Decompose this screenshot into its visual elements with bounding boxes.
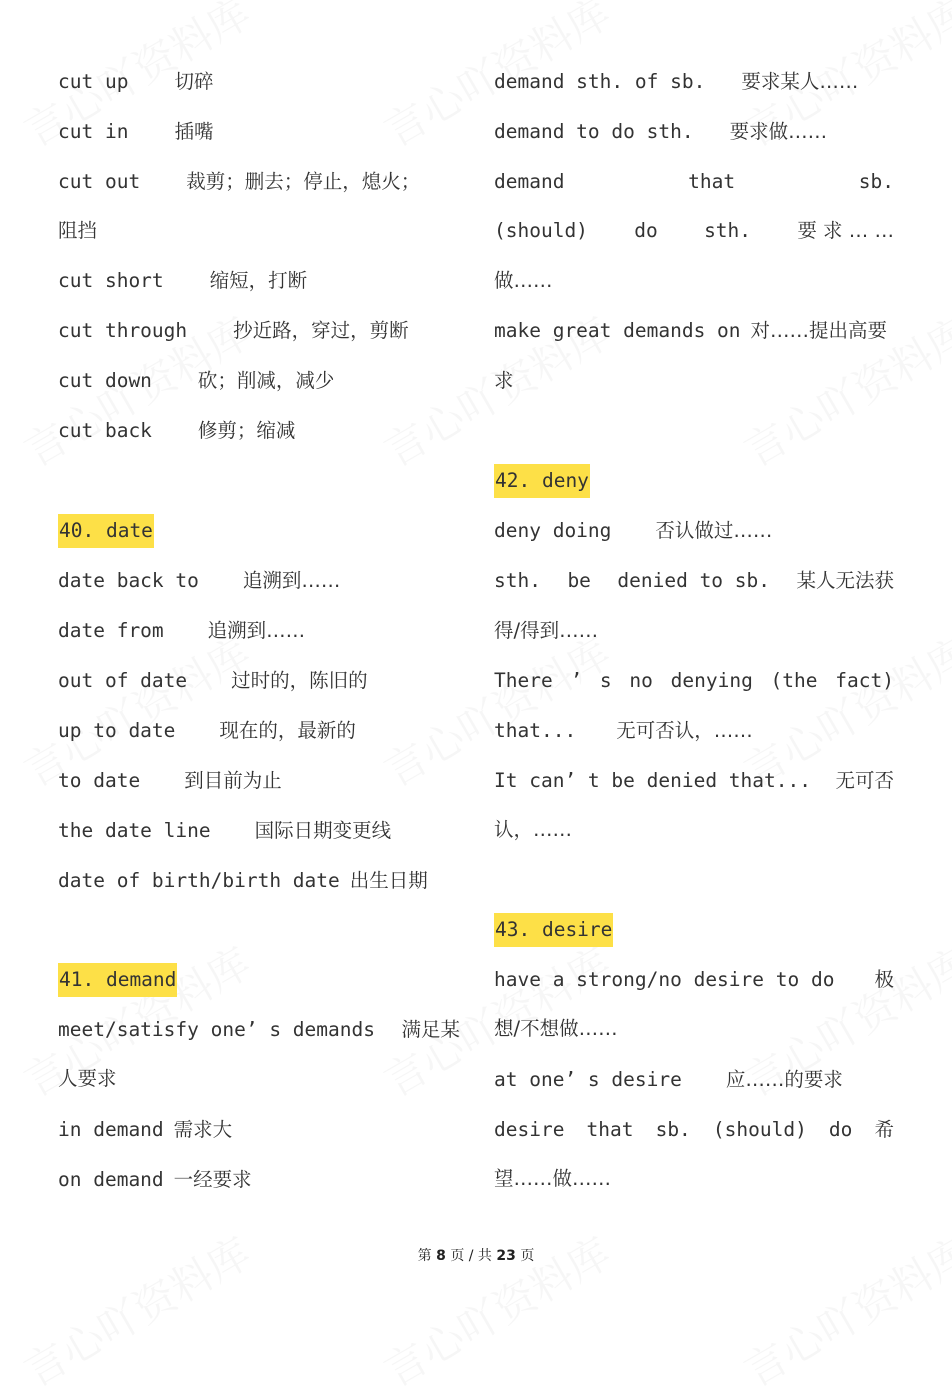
word: sth. xyxy=(704,219,752,242)
phrase-en: up to date xyxy=(58,719,176,742)
phrase-cn: 到目前为止 xyxy=(184,769,282,792)
phrase-cn: 极 xyxy=(874,968,894,991)
entry-line xyxy=(494,216,894,246)
entry-line xyxy=(58,366,460,396)
word: no xyxy=(629,669,653,692)
page-footer xyxy=(0,1245,952,1265)
phrase-en: out of date xyxy=(58,669,188,692)
phrase-cn: 满足某 xyxy=(401,1018,460,1041)
phrase-en: cut down xyxy=(58,369,152,392)
entry-line xyxy=(58,816,460,846)
phrase-en: It can’ t be denied that... xyxy=(494,769,811,792)
footer-suffix: 页 xyxy=(520,1248,535,1264)
phrase-cn: 需求大 xyxy=(173,1118,233,1141)
phrase-en: date back to xyxy=(58,569,199,592)
phrase-cn: 国际日期变更线 xyxy=(254,819,392,842)
entry-line xyxy=(494,117,894,147)
word: that xyxy=(586,1118,634,1141)
entry-line xyxy=(58,866,460,896)
phrase-cn: 对……提出高要 xyxy=(750,319,888,342)
phrase-en: cut in xyxy=(58,120,129,143)
phrase-en: in demand xyxy=(58,1118,164,1141)
word: do xyxy=(634,219,658,242)
word: (the xyxy=(770,669,818,692)
entry-continuation: 认，…… xyxy=(494,818,573,841)
entry-line xyxy=(58,1165,460,1195)
word: do xyxy=(828,1118,853,1141)
phrase-cn: 否认做过…… xyxy=(655,519,773,542)
phrase-en: cut out xyxy=(58,170,141,193)
entry-line xyxy=(494,566,894,596)
phrase-en: cut back xyxy=(58,419,152,442)
phrase-en: at one’ s desire xyxy=(494,1068,682,1091)
phrase-en: have a strong/no desire to do xyxy=(494,968,835,991)
entry-line xyxy=(494,1115,894,1145)
phrase-en: on demand xyxy=(58,1168,164,1191)
page-number: 8 xyxy=(436,1248,446,1264)
phrase-cn: 某人无法获 xyxy=(796,569,894,592)
phrase-cn: 裁剪；删去；停止，熄火； xyxy=(186,170,421,193)
phrase-cn: 追溯到…… xyxy=(207,619,306,642)
phrase-en: cut through xyxy=(58,319,188,342)
word: desire xyxy=(494,1118,565,1141)
entry-continuation: 想/不想做…… xyxy=(494,1017,618,1040)
word: denying xyxy=(670,669,753,692)
entry-line xyxy=(494,666,894,696)
phrase-cn: 出生日期 xyxy=(349,869,428,892)
phrase-en: cut up xyxy=(58,70,129,93)
entry-line xyxy=(494,516,894,546)
word: s xyxy=(599,669,612,692)
entry-continuation: 望……做…… xyxy=(494,1167,612,1190)
phrase-en: deny doing xyxy=(494,519,612,542)
word: (should) xyxy=(712,1118,807,1141)
word: denied to sb. xyxy=(617,569,771,592)
phrase-cn: 缩短，打断 xyxy=(209,269,308,292)
phrase-cn: 修剪；缩减 xyxy=(197,419,296,442)
phrase-en: date of birth/birth date xyxy=(58,869,340,892)
entry-line xyxy=(58,1115,460,1145)
entry-line xyxy=(58,1015,460,1045)
entry-line xyxy=(58,616,460,646)
entry-line xyxy=(58,716,460,746)
section-heading-40: 40. date xyxy=(58,514,154,548)
entry-line xyxy=(494,316,894,346)
phrase-en: the date line xyxy=(58,819,211,842)
entry-line xyxy=(494,167,894,197)
entry-continuation: 阻挡 xyxy=(58,219,98,242)
phrase-cn: 抄近路，穿过，剪断 xyxy=(233,319,409,342)
phrase-en: that... xyxy=(494,719,577,742)
phrase-en: meet/satisfy one’ s demands xyxy=(58,1018,375,1041)
phrase-cn: 一经要求 xyxy=(173,1168,252,1191)
entry-line xyxy=(494,1065,894,1095)
phrase-en: demand to do sth. xyxy=(494,120,694,143)
word: There xyxy=(494,669,553,692)
total-pages: 23 xyxy=(496,1248,516,1264)
phrase-cn: 应……的要求 xyxy=(725,1068,843,1091)
phrase-cn: 砍；削减，减少 xyxy=(197,369,335,392)
footer-prefix: 第 xyxy=(417,1248,432,1264)
entry-line xyxy=(58,266,460,296)
section-heading-43: 43. desire xyxy=(494,913,613,947)
entry-line xyxy=(58,766,460,796)
phrase-cn: 要求某人…… xyxy=(741,70,859,93)
section-heading-42: 42. deny xyxy=(494,464,590,498)
word: sb. xyxy=(655,1118,691,1141)
word: be xyxy=(567,569,591,592)
phrase-cn: 追溯到…… xyxy=(242,569,341,592)
word: sth. xyxy=(494,569,541,592)
phrase-cn: 希 xyxy=(874,1118,894,1141)
word: that xyxy=(688,170,736,193)
entry-continuation: 人要求 xyxy=(58,1067,117,1090)
word: sb. xyxy=(858,170,894,193)
footer-mid: 页 / 共 xyxy=(450,1248,492,1264)
entry-line xyxy=(58,316,460,346)
entry-line xyxy=(494,67,894,97)
phrase-en: date from xyxy=(58,619,164,642)
word: fact) xyxy=(835,669,894,692)
entry-line xyxy=(58,666,460,696)
entry-line xyxy=(58,416,460,446)
entry-line xyxy=(58,67,460,97)
entry-line xyxy=(494,766,894,796)
phrase-cn: 现在的，最新的 xyxy=(219,719,356,742)
phrase-cn: 无可否 xyxy=(835,769,894,792)
phrase-cn: 过时的，陈旧的 xyxy=(231,669,368,692)
entry-line xyxy=(494,965,894,995)
entry-continuation: 做…… xyxy=(494,269,553,292)
phrase-en: cut short xyxy=(58,269,164,292)
phrase-cn: 无可否认，…… xyxy=(616,719,753,742)
word: demand xyxy=(494,170,565,193)
phrase-cn: 插嘴 xyxy=(174,120,214,143)
section-heading-41: 41. demand xyxy=(58,963,177,997)
phrase-en: to date xyxy=(58,769,141,792)
entry-line xyxy=(494,716,894,746)
entry-line xyxy=(58,566,460,596)
phrase-cn: 要 求 … … xyxy=(797,219,894,242)
entry-continuation: 得/得到…… xyxy=(494,619,599,642)
phrase-cn: 切碎 xyxy=(174,70,214,93)
entry-line xyxy=(58,167,460,197)
phrase-cn: 要求做…… xyxy=(729,120,828,143)
entry-continuation: 求 xyxy=(494,369,514,392)
phrase-en: demand sth. of sb. xyxy=(494,70,706,93)
entry-line xyxy=(58,117,460,147)
phrase-en: make great demands on xyxy=(494,319,741,342)
word: (should) xyxy=(494,219,588,242)
word: ’ xyxy=(570,669,583,692)
